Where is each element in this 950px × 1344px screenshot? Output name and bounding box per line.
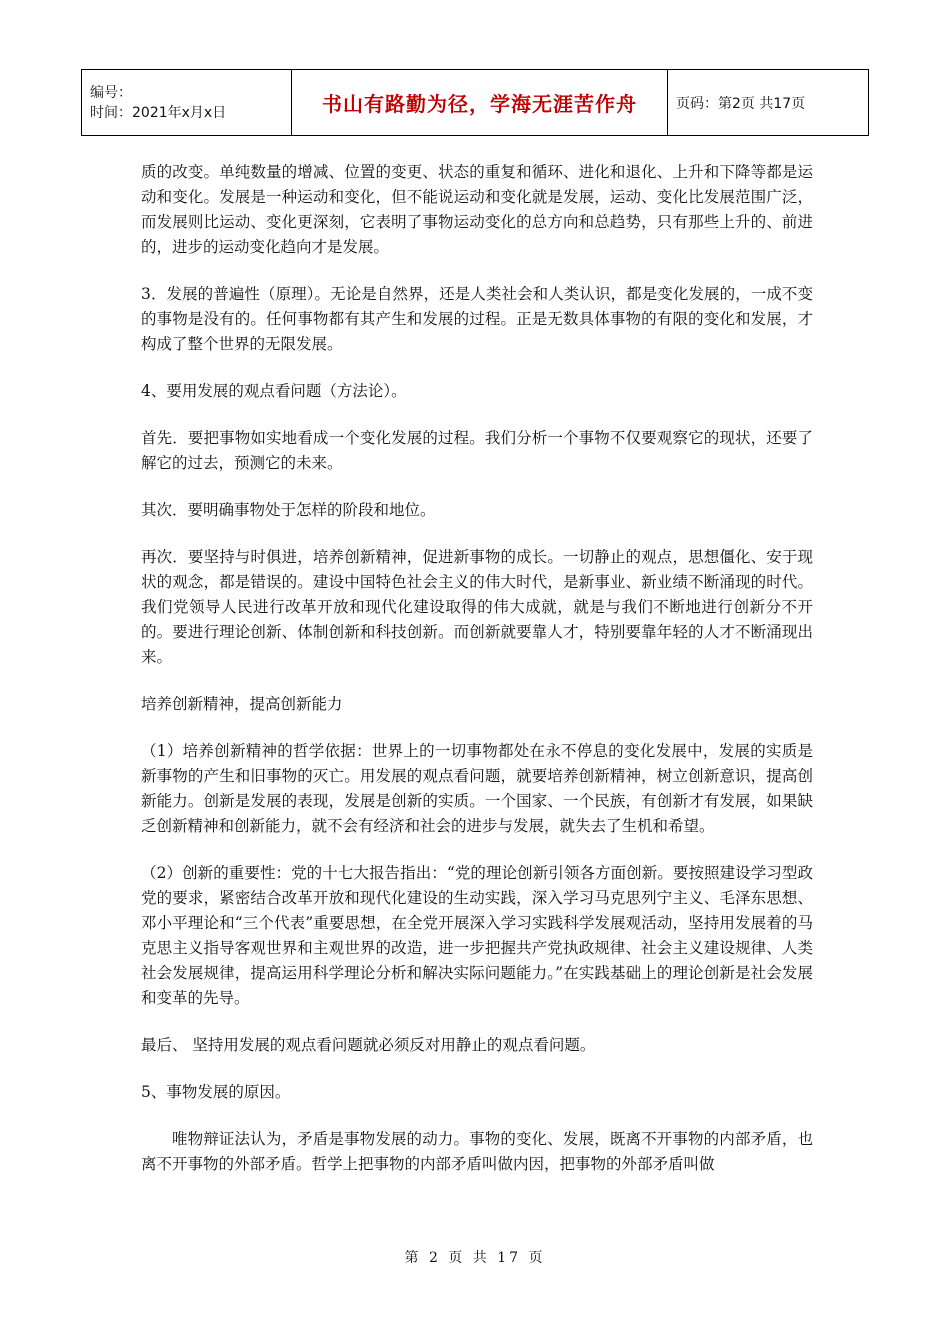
- header-motto-cell: [292, 70, 668, 136]
- document-header: [81, 69, 869, 136]
- motto: 书山有路勤为径，学海无涯苦作舟: [322, 92, 637, 116]
- paragraph: 最后、 坚持用发展的观点看问题就必须反对用静止的观点看问题。: [141, 1036, 596, 1054]
- paragraph: （1）培养创新精神的哲学依据：世界上的一切事物都处在永不停息的变化发展中，发展的实质是新事物的产生和旧事物的灭亡。用发展的观点看问题，就要培养创新精神，树立创新意识，提高创新能力。创新是发展的表现，发展是创新的实质。一个国家、一个民族，有创新才有发展，如果缺乏创新精神和创新能力，就不会有经济和社会的进步与发展，就失去了生机和希望。: [141, 742, 813, 835]
- paragraph: 3．发展的普遍性（原理）。无论是自然界，还是人类社会和人类认识，都是变化发展的，一成不变的事物是没有的。任何事物都有其产生和发展的过程。正是无数具体事物的有限的变化和发展，才构成了整个世界的无限发展。: [141, 285, 813, 353]
- paragraph: （2）创新的重要性：党的十七大报告指出：“党的理论创新引领各方面创新。要按照建设学习型政党的要求，紧密结合改革开放和现代化建设的生动实践，深入学习马克思列宁主义、毛泽东思想、邓小平理论和“三个代表”重要思想，在全党开展深入学习实践科学发展观活动，坚持用发展着的马克思主义指导客观世界和主观世界的改造，进一步把握共产党执政规律、社会主义建设规律、人类社会发展规律，提高运用科学理论分析和解决实际问题能力。”在实践基础上的理论创新是社会发展和变革的先导。: [141, 864, 813, 1007]
- page-info: 页码：第2页 共17页: [676, 95, 806, 112]
- paragraph: 质的改变。单纯数量的增减、位置的变更、状态的重复和循环、进化和退化、上升和下降等都是运动和变化。发展是一种运动和变化，但不能说运动和变化就是发展，运动、变化比发展范围广泛，而发展则比运动、变化更深刻，它表明了事物运动变化的总方向和总趋势，只有那些上升的、前进的，进步的运动变化趋向才是发展。: [141, 163, 813, 256]
- page-footer: 第 2 页 共 17 页: [404, 1250, 546, 1266]
- header-page-cell: [668, 70, 869, 136]
- section-heading: 培养创新精神，提高创新能力: [141, 695, 343, 713]
- paragraph: 首先．要把事物如实地看成一个变化发展的过程。我们分析一个事物不仅要观察它的现状，还要了解它的过去，预测它的未来。: [141, 429, 813, 472]
- section-heading: 5、事物发展的原因。: [141, 1083, 291, 1101]
- paragraph: 其次．要明确事物处于怎样的阶段和地位。: [141, 501, 436, 519]
- header-meta-cell: [82, 70, 292, 136]
- document-body: [141, 160, 813, 1199]
- section-heading: 4、要用发展的观点看问题（方法论）。: [141, 382, 407, 400]
- paragraph: 唯物辩证法认为，矛盾是事物发展的动力。事物的变化、发展，既离不开事物的内部矛盾，也离不开事物的外部矛盾。哲学上把事物的内部矛盾叫做内因，把事物的外部矛盾叫做: [141, 1130, 813, 1173]
- date-text: 时间：2021年x月x日: [90, 104, 227, 121]
- number-label: 编号：: [90, 84, 132, 101]
- paragraph: 再次．要坚持与时俱进，培养创新精神，促进新事物的成长。一切静止的观点，思想僵化、安于现状的观念，都是错误的。建设中国特色社会主义的伟大时代，是新事业、新业绩不断涌现的时代。我们党领导人民进行改革开放和现代化建设取得的伟大成就，就是与我们不断地进行创新分不开的。要进行理论创新、体制创新和科技创新。而创新就要靠人才，特别要靠年轻的人才不断涌现出来。: [141, 548, 813, 666]
